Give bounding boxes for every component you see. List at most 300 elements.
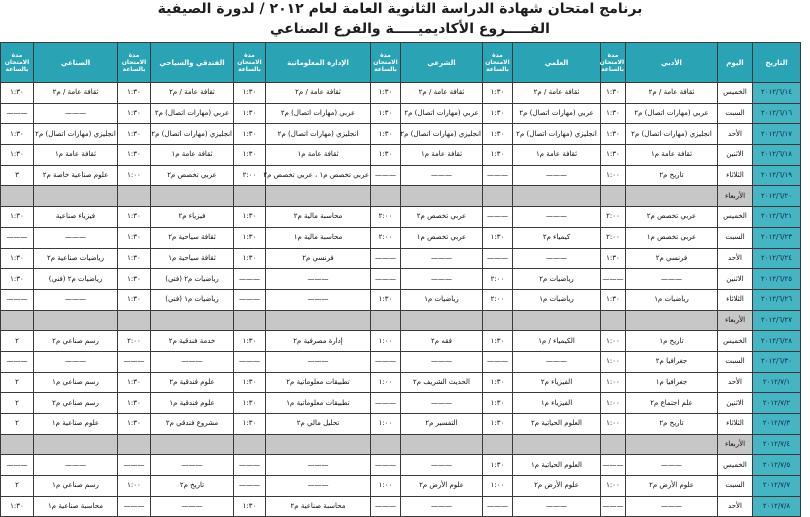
duration-cell: ٣ (1, 165, 34, 186)
subject-cell: ——— (34, 227, 118, 248)
date-cell: ٢٠١٢/٧/١ (753, 372, 801, 393)
subject-cell: ثقافة عامة / م٢ (626, 83, 718, 104)
date-cell: ٢٠١٢/٦/١٧ (753, 124, 801, 145)
subject-cell: فيزياء صناعية (34, 207, 118, 228)
duration-cell: ٢:٠٠ (483, 289, 513, 310)
subject-cell: رياضيات م١ (401, 289, 483, 310)
duration-cell: ١:٣٠ (601, 124, 626, 145)
subject-cell: عربي (مهارات اتصال) م٢ (151, 103, 234, 124)
empty-cell (34, 310, 118, 331)
subject-cell: ——— (626, 496, 718, 517)
duration-cell: ——— (371, 496, 401, 517)
subject-cell: ——— (266, 289, 371, 310)
empty-cell (401, 186, 483, 207)
duration-cell: ——— (234, 351, 266, 372)
subject-cell: إدارة مصرفية م٢ (266, 331, 371, 352)
empty-cell (513, 310, 601, 331)
subject-cell: الحديث الشريف م٢ (401, 372, 483, 393)
subject-cell: عربي تخصص م١ (401, 227, 483, 248)
subject-cell: رياضيات م٢ (فني) (151, 269, 234, 290)
duration-cell: ——— (1, 351, 34, 372)
duration-cell: ١:٣٠ (371, 289, 401, 310)
table-row (1, 227, 801, 248)
subject-cell: عربي تخصص م٢ (151, 165, 234, 186)
duration-cell: ١:٣٠ (234, 331, 266, 352)
duration-cell: ١:٣٠ (118, 124, 151, 145)
duration-cell: ١:٣٠ (118, 207, 151, 228)
separator-row (1, 434, 801, 455)
duration-cell: ١:٣٠ (483, 227, 513, 248)
duration-cell: ١:٣٠ (601, 248, 626, 269)
duration-cell: ١:٣٠ (234, 227, 266, 248)
subject-cell: ثقافة عامة م١ (626, 145, 718, 166)
duration-cell: ١:٠٠ (601, 372, 626, 393)
day-cell: الأحد (718, 372, 753, 393)
header-cell-stream-info-management: الإدارة المعلوماتية (266, 43, 371, 83)
date-cell: ٢٠١٢/٧/٤ (753, 434, 801, 455)
duration-cell: ٢ (1, 331, 34, 352)
day-cell: الخميس (718, 207, 753, 228)
subject-cell: ثقافة عامة / م٢ (513, 83, 601, 104)
duration-cell: ——— (483, 207, 513, 228)
subject-cell: علوم صناعية خاصة م٢ (34, 165, 118, 186)
duration-cell: ١:٣٠ (1, 269, 34, 290)
empty-cell (234, 186, 266, 207)
empty-cell (151, 310, 234, 331)
duration-cell: ——— (371, 269, 401, 290)
header-cell-duration: مدة الامتحان بالساعة (234, 43, 266, 83)
empty-cell (266, 434, 371, 455)
subject-cell: محاسبة صناعية م١ (34, 496, 118, 517)
duration-cell: ١:٠٠ (601, 414, 626, 435)
subject-cell: ——— (34, 455, 118, 476)
table-row (1, 414, 801, 435)
duration-cell: ١:٣٠ (483, 124, 513, 145)
subject-cell: كيمياء م٢ (513, 227, 601, 248)
subject-cell: ——— (401, 351, 483, 372)
date-cell: ٢٠١٢/٦/٢٥ (753, 269, 801, 290)
day-cell: الأحد (718, 124, 753, 145)
duration-cell: ——— (483, 351, 513, 372)
duration-cell: ——— (118, 455, 151, 476)
subject-cell: انجليزي (مهارات اتصال) م٢ (626, 124, 718, 145)
subject-cell: رسم صناعي م٢ (34, 393, 118, 414)
subject-cell: ——— (401, 165, 483, 186)
duration-cell: ——— (1, 227, 34, 248)
duration-cell: ١:٣٠ (118, 269, 151, 290)
subject-cell: فرنسي م٢ (626, 248, 718, 269)
subject-cell: ——— (401, 393, 483, 414)
duration-cell: ١:٣٠ (1, 124, 34, 145)
duration-cell: ١:٣٠ (118, 103, 151, 124)
date-cell: ٢٠١٢/٦/٢٤ (753, 248, 801, 269)
duration-cell: ١:٣٠ (118, 227, 151, 248)
table-row (1, 496, 801, 517)
empty-cell (371, 310, 401, 331)
table-row (1, 83, 801, 104)
subject-cell: ثقافة عامة / م٢ (151, 83, 234, 104)
subject-cell: ——— (34, 289, 118, 310)
schedule-body (1, 83, 801, 517)
subject-cell: عربي تخصص م١ (626, 227, 718, 248)
subject-cell: ——— (401, 496, 483, 517)
header-cell-day: اليوم (718, 43, 753, 83)
duration-cell: ٢ (1, 393, 34, 414)
date-cell: ٢٠١٢/٦/١٩ (753, 165, 801, 186)
duration-cell: ١:٠٠ (601, 331, 626, 352)
duration-cell: ١:٣٠ (118, 372, 151, 393)
empty-cell (234, 310, 266, 331)
empty-cell (626, 434, 718, 455)
subject-cell: ——— (626, 269, 718, 290)
empty-cell (118, 310, 151, 331)
subject-cell: ——— (266, 476, 371, 497)
empty-cell (34, 434, 118, 455)
duration-cell: ١:٣٠ (234, 145, 266, 166)
subject-cell: رياضيات م٢ (فني) (34, 269, 118, 290)
empty-cell (626, 186, 718, 207)
duration-cell: ١:٠٠ (371, 331, 401, 352)
day-cell: الاثنين (718, 145, 753, 166)
subject-cell: تاريخ م٢ (151, 476, 234, 497)
table-row (1, 289, 801, 310)
subject-cell: ——— (34, 351, 118, 372)
header-cell-stream-scientific: العلمي (513, 43, 601, 83)
header-cell-stream-sharia: الشرعي (401, 43, 483, 83)
date-cell: ٢٠١٢/٦/١٦ (753, 103, 801, 124)
subject-cell: ——— (513, 165, 601, 186)
subject-cell: عربي (مهارات اتصال) م٢ (626, 103, 718, 124)
subject-cell: رسم صناعي م١ (34, 372, 118, 393)
subject-cell: ثقافة عامة / م٢ (266, 83, 371, 104)
duration-cell: ١:٣٠ (234, 414, 266, 435)
empty-cell (601, 434, 626, 455)
duration-cell: ——— (234, 476, 266, 497)
subject-cell: ——— (626, 455, 718, 476)
day-cell: الأحد (718, 248, 753, 269)
duration-cell: ٢:٠٠ (118, 331, 151, 352)
empty-cell (1, 186, 34, 207)
subject-cell: ثقافة عامة م١ (151, 145, 234, 166)
duration-cell: ١:٣٠ (1, 496, 34, 517)
day-cell: السبت (718, 227, 753, 248)
duration-cell: ١:٠٠ (118, 476, 151, 497)
empty-cell (483, 434, 513, 455)
duration-cell: ١:٣٠ (118, 145, 151, 166)
subject-cell: علوم فندقية م٢ (151, 372, 234, 393)
duration-cell: ——— (371, 351, 401, 372)
date-cell: ٢٠١٢/٦/٢٣ (753, 227, 801, 248)
subject-cell: ثقافة عامة م١ (401, 145, 483, 166)
empty-cell (266, 310, 371, 331)
day-cell: السبت (718, 476, 753, 497)
duration-cell: ١:٣٠ (234, 393, 266, 414)
date-cell: ٢٠١٢/٦/١٨ (753, 145, 801, 166)
empty-cell (118, 186, 151, 207)
subject-cell: ثقافة عامة م١ (513, 145, 601, 166)
table-row (1, 165, 801, 186)
duration-cell: ١:٣٠ (483, 414, 513, 435)
duration-cell: ——— (1, 455, 34, 476)
duration-cell: ١:٣٠ (601, 289, 626, 310)
empty-cell (371, 434, 401, 455)
duration-cell: ١:٣٠ (483, 331, 513, 352)
subject-cell: ——— (513, 351, 601, 372)
subject-cell: انجليزي (مهارات اتصال) م٢ (401, 124, 483, 145)
schedule-title: برنامج امتحان شهادة الدراسة الثانوية العامة لعام ٢٠١٢ / لدورة الصيفية (157, 1, 643, 17)
empty-cell (483, 186, 513, 207)
duration-cell: ١:٣٠ (371, 124, 401, 145)
duration-cell: ٢:٠٠ (601, 207, 626, 228)
subject-cell: ——— (401, 269, 483, 290)
date-cell: ٢٠١٢/٦/١٤ (753, 83, 801, 104)
header-cell-duration: مدة الامتحان بالساعة (371, 43, 401, 83)
duration-cell: ——— (1, 103, 34, 124)
subject-cell: عربي (مهارات اتصال) م٢ (266, 103, 371, 124)
header-cell-stream-hotel-tourism: الفندقي والسياحي (151, 43, 234, 83)
subject-cell: ثقافة سياحية م٢ (151, 227, 234, 248)
duration-cell: ——— (371, 248, 401, 269)
duration-cell: ١:٣٠ (371, 145, 401, 166)
table-row (1, 393, 801, 414)
day-cell: الثلاثاء (718, 289, 753, 310)
duration-cell: ——— (601, 496, 626, 517)
duration-cell: ١:٣٠ (234, 124, 266, 145)
table-row (1, 476, 801, 497)
table-row (1, 351, 801, 372)
duration-cell: ١:٣٠ (371, 103, 401, 124)
header-cell-duration: مدة الامتحان بالساعة (118, 43, 151, 83)
table-row (1, 269, 801, 290)
duration-cell: ١:٣٠ (371, 83, 401, 104)
subject-cell: انجليزي (مهارات اتصال) م٢ (34, 124, 118, 145)
header-cell-duration: مدة الامتحان بالساعة (601, 43, 626, 83)
subject-cell: انجليزي (مهارات اتصال) م٢ (151, 124, 234, 145)
empty-cell (401, 310, 483, 331)
header-cell-date: التاريخ (753, 43, 801, 83)
duration-cell: ٢ (1, 372, 34, 393)
subject-cell: علوم صناعية م١ (34, 414, 118, 435)
duration-cell: ——— (371, 455, 401, 476)
table-row (1, 207, 801, 228)
separator-row (1, 310, 801, 331)
duration-cell: ١:٣٠ (1, 145, 34, 166)
subject-cell: انجليزي (مهارات اتصال) م٢ (266, 124, 371, 145)
duration-cell: ٢:٠٠ (371, 227, 401, 248)
duration-cell: ——— (234, 269, 266, 290)
day-cell: الثلاثاء (718, 165, 753, 186)
empty-cell (234, 434, 266, 455)
duration-cell: ١:٣٠ (483, 83, 513, 104)
day-cell: السبت (718, 103, 753, 124)
subject-cell: جغرافيا م١ (626, 372, 718, 393)
day-cell: الأحد (718, 496, 753, 517)
duration-cell: ٢ (1, 476, 34, 497)
subject-cell: علوم الأرض م٢ (401, 476, 483, 497)
table-row (1, 331, 801, 352)
subject-cell: رياضيات م١ (626, 289, 718, 310)
subject-cell: ——— (151, 351, 234, 372)
subject-cell: عربي (مهارات اتصال) م٢ (513, 103, 601, 124)
duration-cell: ١:٣٠ (118, 248, 151, 269)
subject-cell: الفيزياء م٢ (513, 372, 601, 393)
date-cell: ٢٠١٢/٧/٥ (753, 455, 801, 476)
subject-cell: علم اجتماع م٢ (626, 393, 718, 414)
day-cell: الأربعاء (718, 434, 753, 455)
duration-cell: ١:٣٠ (234, 83, 266, 104)
subject-cell: عربي (مهارات اتصال) م٢ (401, 103, 483, 124)
subject-cell: علوم الأرض م٢ (626, 476, 718, 497)
empty-cell (626, 310, 718, 331)
subject-cell: خدمة فندقية م٢ (151, 331, 234, 352)
subject-cell: ثقافة عامة / م٢ (401, 83, 483, 104)
table-row (1, 103, 801, 124)
day-cell: السبت (718, 351, 753, 372)
subject-cell: تحليل مالي م٢ (266, 414, 371, 435)
subject-cell: علوم الأرض م٢ (513, 476, 601, 497)
duration-cell: ——— (483, 248, 513, 269)
day-cell: الثلاثاء (718, 414, 753, 435)
duration-cell: ——— (371, 393, 401, 414)
empty-cell (371, 186, 401, 207)
subject-cell: ——— (151, 455, 234, 476)
subject-cell: ثقافة سياحية م١ (151, 248, 234, 269)
duration-cell: ——— (118, 351, 151, 372)
subject-cell: ——— (513, 496, 601, 517)
subject-cell: ——— (401, 455, 483, 476)
duration-cell: ٢:٠٠ (234, 165, 266, 186)
empty-cell (601, 310, 626, 331)
duration-cell: ١:٣٠ (118, 393, 151, 414)
duration-cell: ١:٠٠ (371, 414, 401, 435)
day-cell: الأربعاء (718, 186, 753, 207)
duration-cell: ١:٠٠ (118, 165, 151, 186)
subject-cell: ——— (151, 496, 234, 517)
subject-cell: ——— (513, 248, 601, 269)
subject-cell: تاريخ م٢ (626, 414, 718, 435)
duration-cell: ١:٣٠ (601, 83, 626, 104)
duration-cell: ١:٠٠ (601, 393, 626, 414)
duration-cell: ١:٣٠ (601, 145, 626, 166)
duration-cell: ١:٠٠ (371, 476, 401, 497)
date-cell: ٢٠١٢/٧/٧ (753, 476, 801, 497)
empty-cell (513, 186, 601, 207)
subject-cell: ——— (34, 103, 118, 124)
duration-cell: ١:٣٠ (1, 248, 34, 269)
subject-cell: رياضيات م١ (513, 289, 601, 310)
empty-cell (1, 310, 34, 331)
duration-cell: ٢:٠٠ (483, 269, 513, 290)
subject-cell: ——— (266, 351, 371, 372)
duration-cell: ——— (601, 455, 626, 476)
subject-cell: عربي تخصص م٢ (626, 207, 718, 228)
subject-cell: تاريخ م٢ (626, 165, 718, 186)
day-cell: الأربعاء (718, 310, 753, 331)
table-row (1, 124, 801, 145)
empty-cell (151, 186, 234, 207)
duration-cell: ——— (483, 165, 513, 186)
empty-cell (513, 434, 601, 455)
subject-cell: عربي تخصص م١ ، عربي تخصص م٢ (266, 165, 371, 186)
duration-cell: ١:٠٠ (601, 476, 626, 497)
subject-cell: انجليزي (مهارات اتصال) م٢ (513, 124, 601, 145)
duration-cell: ——— (1, 289, 34, 310)
subject-cell: رسم صناعي م٢ (34, 331, 118, 352)
empty-cell (1, 434, 34, 455)
subject-cell: ثقافة عامة م١ (266, 145, 371, 166)
table-row (1, 455, 801, 476)
header-cell-stream-literary: الأدبي (626, 43, 718, 83)
date-cell: ٢٠١٢/٧/٨ (753, 496, 801, 517)
empty-cell (601, 186, 626, 207)
subject-cell: محاسبة مالية م١ (266, 227, 371, 248)
subject-cell: ——— (266, 269, 371, 290)
header-cell-duration: مدة الامتحان بالساعة (483, 43, 513, 83)
empty-cell (151, 434, 234, 455)
duration-cell: ١:٣٠ (601, 103, 626, 124)
schedule-table (0, 42, 801, 517)
duration-cell: ١:٣٠ (483, 103, 513, 124)
empty-cell (266, 186, 371, 207)
subject-cell: رياضيات صناعية م٢ (34, 248, 118, 269)
day-cell: الخميس (718, 331, 753, 352)
duration-cell: ——— (371, 165, 401, 186)
duration-cell: ١:٣٠ (1, 207, 34, 228)
duration-cell: ١:٣٠ (118, 289, 151, 310)
duration-cell: ١:٣٠ (483, 372, 513, 393)
separator-row (1, 186, 801, 207)
duration-cell: ١:٠٠ (371, 372, 401, 393)
subject-cell: رياضيات م١ (فني) (151, 289, 234, 310)
subject-cell: تطبيقات معلوماتية م٢ (266, 372, 371, 393)
empty-cell (401, 434, 483, 455)
duration-cell: ١:٣٠ (483, 455, 513, 476)
subject-cell: فرنسي م٢ (266, 248, 371, 269)
subject-cell: ثقافة عامة م١ (34, 145, 118, 166)
date-cell: ٢٠١٢/٦/٢١ (753, 207, 801, 228)
subject-cell: مشروع فندقي م٢ (151, 414, 234, 435)
subject-cell: جغرافيا م٢ (626, 351, 718, 372)
duration-cell: ——— (234, 289, 266, 310)
subject-cell: ——— (266, 455, 371, 476)
schedule-subtitle: الفـــــروع الأكاديميـــــة والفرع الصناعي (270, 21, 550, 37)
subject-cell: ——— (513, 207, 601, 228)
duration-cell: ١:٠٠ (601, 165, 626, 186)
duration-cell: ١:٣٠ (234, 248, 266, 269)
day-cell: الخميس (718, 83, 753, 104)
duration-cell: ١:٠٠ (601, 351, 626, 372)
duration-cell: ——— (483, 496, 513, 517)
table-row (1, 145, 801, 166)
duration-cell: ١:٣٠ (234, 372, 266, 393)
date-cell: ٢٠١٢/٧/٣ (753, 414, 801, 435)
subject-cell: الفيزياء م١ (513, 393, 601, 414)
subject-cell: فيزياء م٢ (151, 207, 234, 228)
table-header-row (1, 43, 801, 83)
duration-cell: ١:٣٠ (118, 414, 151, 435)
header-cell-stream-industrial: الصناعي (34, 43, 118, 83)
subject-cell: العلوم الحياتية م٢ (513, 414, 601, 435)
day-cell: الاثنين (718, 393, 753, 414)
empty-cell (118, 434, 151, 455)
subject-cell: ثقافة عامة / م٢ (34, 83, 118, 104)
duration-cell: ١:٣٠ (483, 145, 513, 166)
date-cell: ٢٠١٢/٧/٢ (753, 393, 801, 414)
date-cell: ٢٠١٢/٦/٢٦ (753, 289, 801, 310)
duration-cell: ٢:٠٠ (601, 227, 626, 248)
duration-cell: ١:٣٠ (118, 83, 151, 104)
subject-cell: رياضيات م٢ (513, 269, 601, 290)
